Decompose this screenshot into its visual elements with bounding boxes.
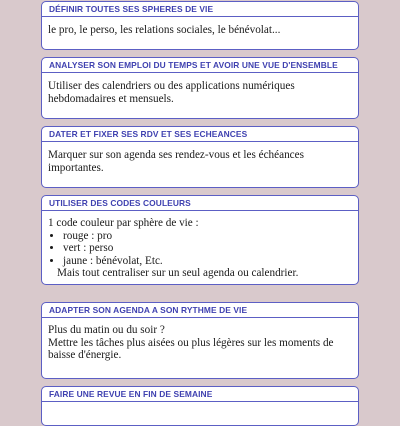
card-text: Plus du matin ou du soir ?	[48, 324, 165, 336]
card-body	[42, 318, 358, 367]
card-body	[42, 17, 358, 42]
card-color-codes	[41, 195, 359, 285]
card-body	[42, 211, 358, 285]
card-title: UTILISER DES CODES COULEURS	[42, 196, 358, 211]
list-item: • vert : perso	[63, 242, 351, 255]
list-item: • jaune : bénévolat, Etc.	[63, 255, 351, 268]
bullet-list	[48, 230, 351, 268]
card-analyze-schedule	[41, 57, 359, 119]
card-weekly-review	[41, 386, 359, 426]
card-title: DATER ET FIXER SES RDV ET SES ECHEANCES	[42, 127, 358, 142]
card-text: Mettre les tâches plus aisées ou plus légères sur les moments de baisse d'énergie.	[48, 336, 334, 362]
card-text: Utiliser des calendriers ou des applications numériques hebdomadaires et mensuels.	[48, 80, 295, 105]
card-intro: 1 code couleur par sphère de vie :	[48, 217, 199, 229]
card-adapt-rhythm	[41, 302, 359, 379]
card-body	[42, 142, 358, 179]
card-text: le pro, le perso, les relations sociales, le bénévolat...	[48, 24, 281, 36]
card-text: Marquer sur son agenda ses rendez-vous et les échéances importantes.	[48, 149, 304, 174]
card-title: FAIRE UNE REVUE EN FIN DE SEMAINE	[42, 387, 358, 402]
card-date-appointments	[41, 126, 359, 188]
card-title: ADAPTER SON AGENDA A SON RYTHME DE VIE	[42, 303, 358, 318]
card-outro: Mais tout centraliser sur un seul agenda ou calendrier.	[57, 267, 299, 280]
card-body	[42, 73, 358, 110]
card-title: DÉFINIR TOUTES SES SPHERES DE VIE	[42, 2, 358, 17]
card-define-spheres	[41, 1, 359, 50]
list-item: • rouge : pro	[63, 230, 351, 243]
card-title: ANALYSER SON EMPLOI DU TEMPS ET AVOIR UNE VUE D'ENSEMBLE	[42, 58, 358, 73]
